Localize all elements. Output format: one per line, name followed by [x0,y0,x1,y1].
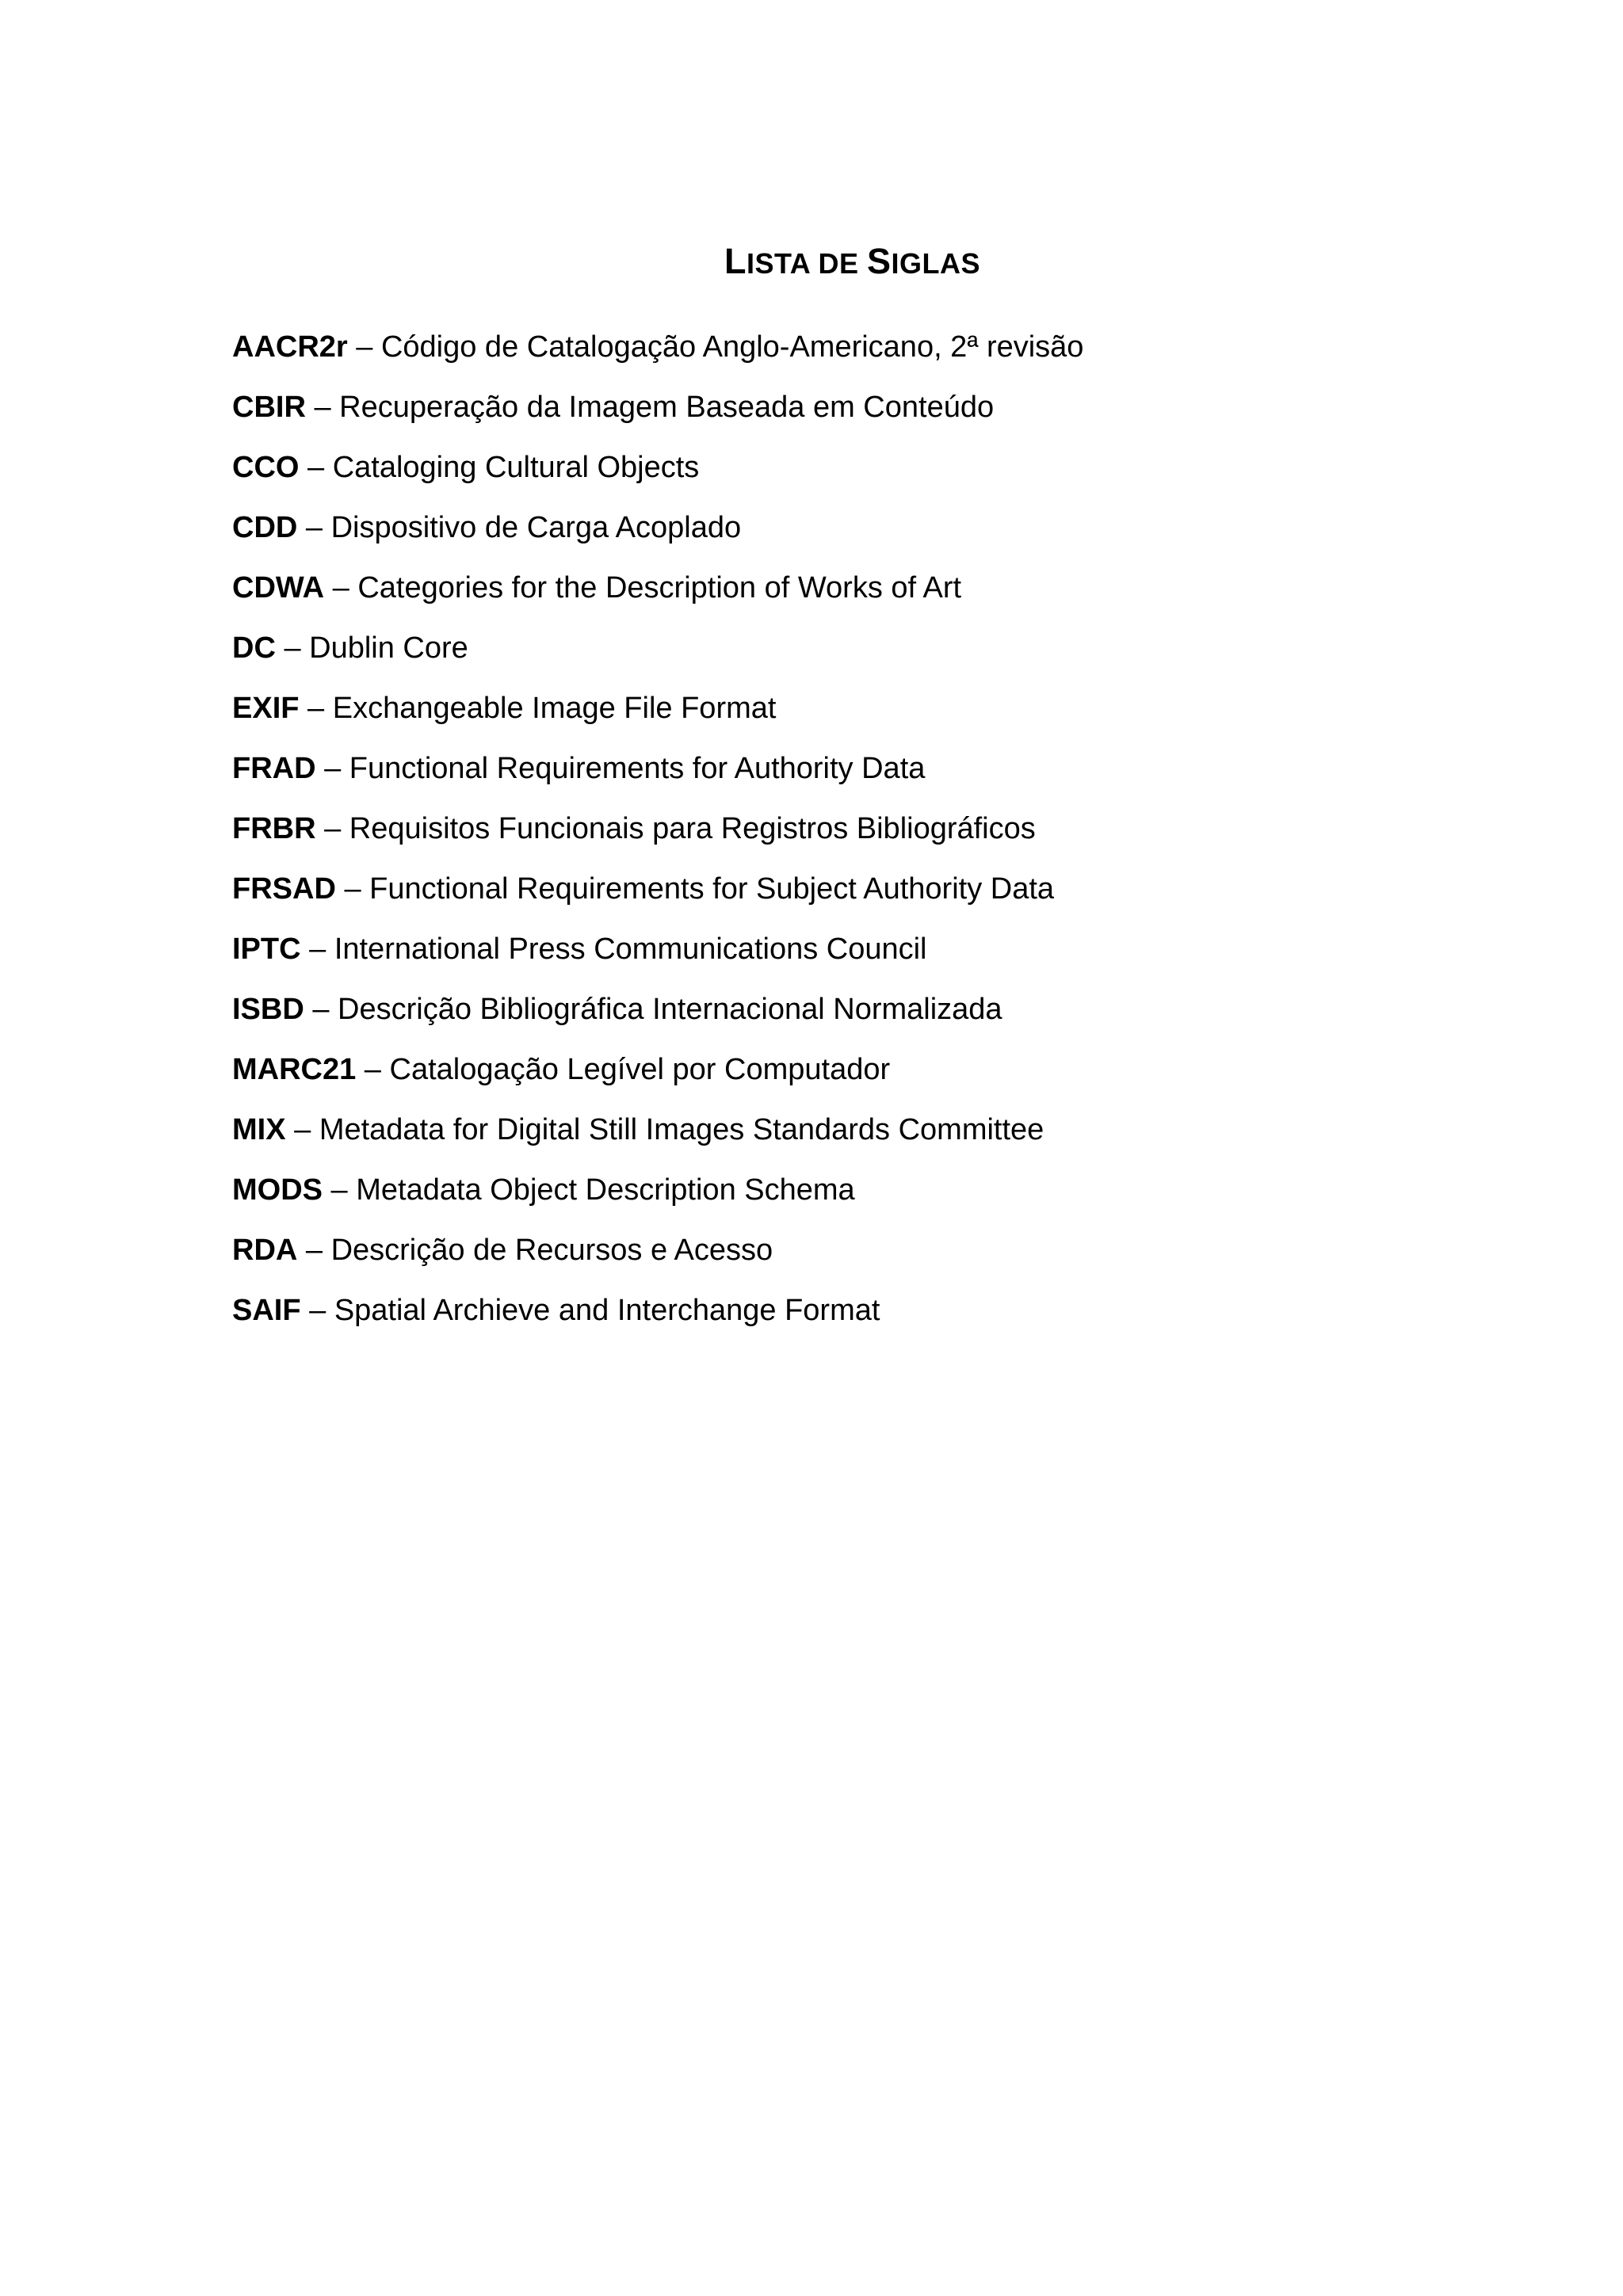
abbreviation: SAIF [232,1294,301,1327]
separator: – [297,511,331,544]
definition: Dublin Core [309,631,468,665]
abbreviation: MIX [232,1113,286,1146]
list-item [232,564,1421,624]
abbreviation: DC [232,631,276,665]
list-item [232,383,1421,444]
definition: Functional Requirements for Subject Authority Data [369,872,1055,906]
title-rest-siglas: IGLAS [891,247,981,280]
separator: – [315,812,349,845]
list-item [232,1166,1421,1226]
list-item [232,444,1421,504]
abbreviation: MARC21 [232,1053,357,1086]
list-item [232,865,1421,925]
separator: – [315,752,349,785]
definition: Metadata Object Description Schema [356,1173,855,1207]
abbreviation-list [232,323,1421,1347]
separator: – [335,872,370,906]
definition: Cataloging Cultural Objects [332,451,700,484]
separator: – [347,330,381,364]
list-item [232,805,1421,865]
separator: – [275,631,310,665]
definition: Exchangeable Image File Format [332,692,777,725]
list-item [232,1226,1421,1287]
title-initial-s: S [866,241,892,281]
abbreviation: MODS [232,1173,323,1207]
list-item [232,925,1421,986]
separator: – [324,571,358,605]
definition: Descrição de Recursos e Acesso [330,1234,773,1267]
definition: Código de Catalogação Anglo-Americano, 2ª revisão [380,330,1084,364]
definition: Recuperação da Imagem Baseada em Conteúdo [339,391,995,424]
definition: Spatial Archieve and Interchange Format [334,1294,880,1327]
separator: – [299,451,333,484]
title-initial-l: L [724,241,747,281]
separator: – [323,1173,357,1207]
abbreviation: FRAD [232,752,316,785]
definition: Metadata for Digital Still Images Standards Committee [319,1113,1044,1146]
definition: International Press Communications Council [334,933,927,966]
separator: – [285,1113,319,1146]
abbreviation: CBIR [232,391,306,424]
list-item [232,685,1421,745]
abbreviation: CCO [232,451,300,484]
definition: Dispositivo de Carga Acoplado [330,511,742,544]
abbreviation: FRSAD [232,872,336,906]
separator: – [299,692,333,725]
abbreviation: CDWA [232,571,325,605]
abbreviation: IPTC [232,933,301,966]
list-item [232,1106,1421,1166]
definition: Requisitos Funcionais para Registros Bibliográficos [349,812,1036,845]
separator: – [297,1234,331,1267]
title-rest-lista: ISTA DE [746,247,867,280]
separator: – [305,391,340,424]
list-item [232,323,1421,383]
abbreviation: AACR2r [232,330,348,364]
definition: Descrição Bibliográfica Internacional Normalizada [338,993,1002,1026]
list-item [232,986,1421,1046]
list-item [232,1046,1421,1106]
abbreviation: EXIF [232,692,300,725]
definition: Categories for the Description of Works of Art [357,571,962,605]
abbreviation: RDA [232,1234,298,1267]
page-title [0,238,1623,288]
list-item [232,504,1421,564]
list-item [232,1287,1421,1347]
separator: – [300,933,334,966]
list-item [232,624,1421,685]
definition: Functional Requirements for Authority Data [349,752,926,785]
abbreviation: ISBD [232,993,304,1026]
separator: – [304,993,338,1026]
separator: – [356,1053,390,1086]
list-item [232,745,1421,805]
abbreviation: FRBR [232,812,316,845]
definition: Catalogação Legível por Computador [389,1053,891,1086]
separator: – [300,1294,334,1327]
abbreviation: CDD [232,511,298,544]
